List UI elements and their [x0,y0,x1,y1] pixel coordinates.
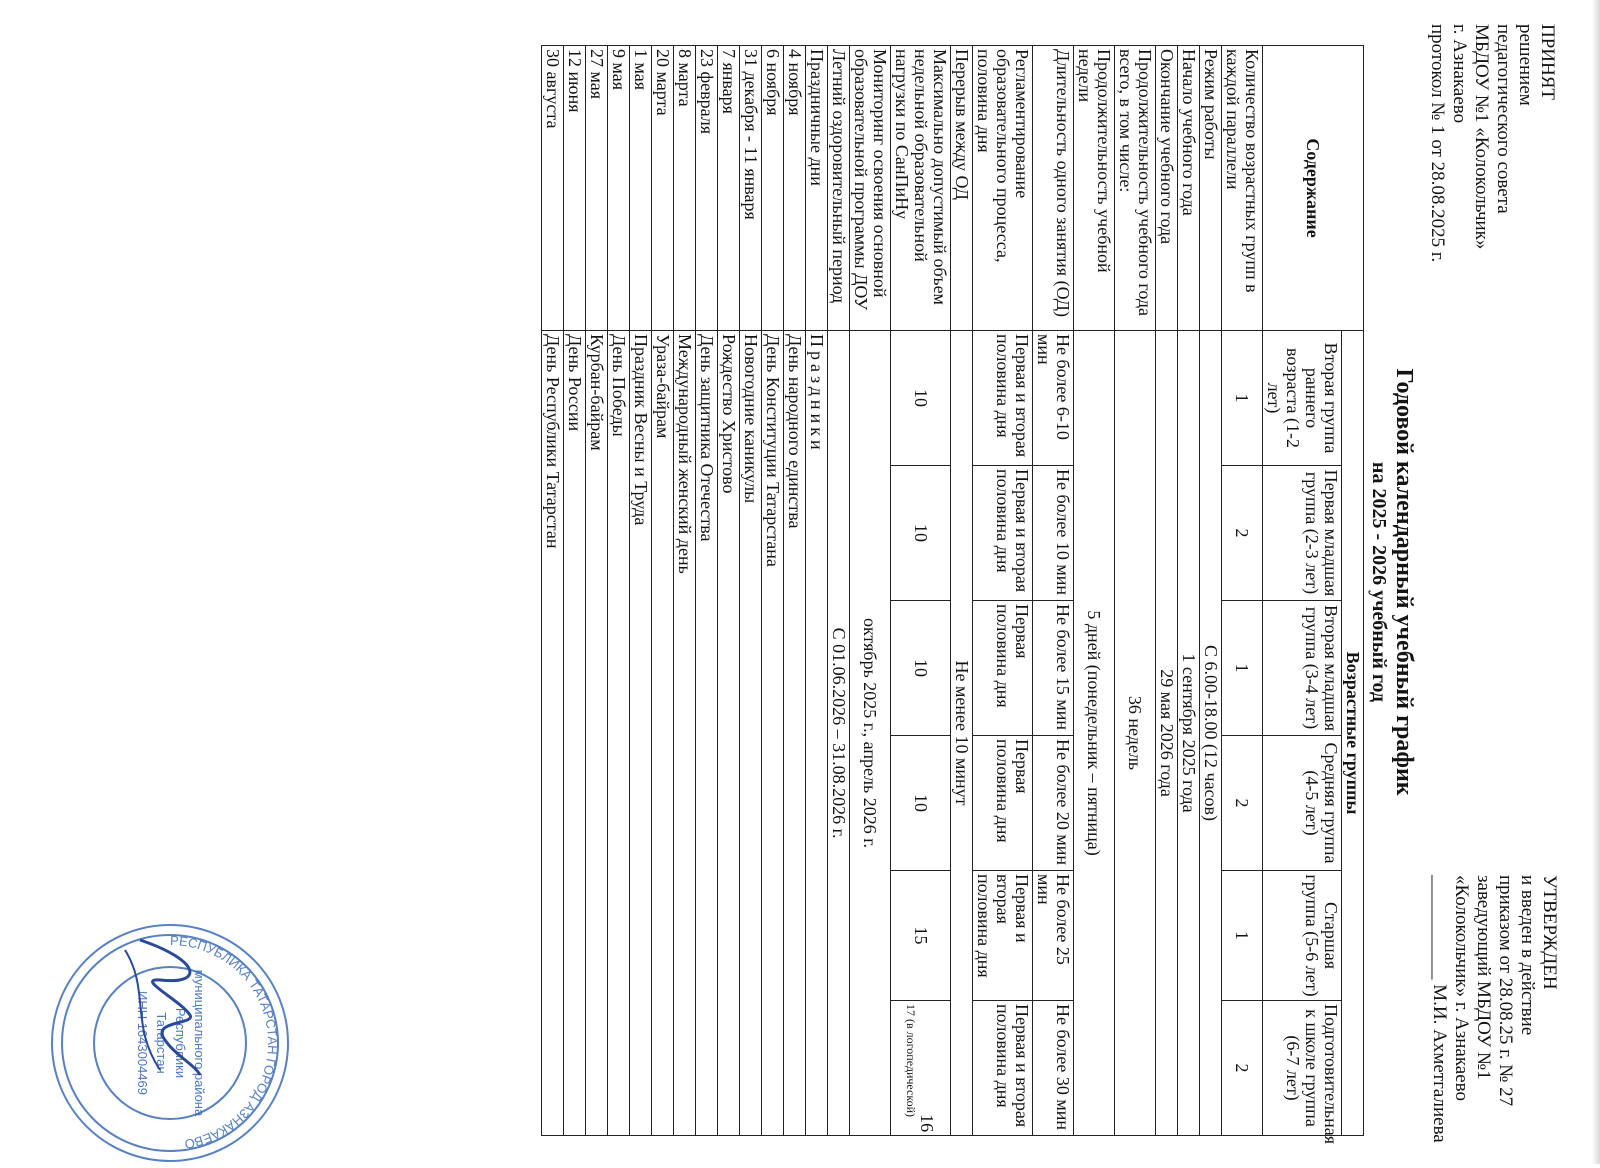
row-label: Регламентирование образовательного процесса, половина дня [973,46,1033,331]
accepted-line: г. Азнакаево [1449,24,1470,124]
approval-block-accepted [1426,24,1558,262]
holiday-date: 20 марта [652,46,674,331]
holiday-date: 1 мая [630,46,652,331]
holiday-row [740,46,762,1136]
holiday-row [608,46,630,1136]
accepted-line: МБДОУ №1 «Колокольчик» [1471,24,1492,250]
accepted-line: протокол № 1 от 28.08.2025 г. [1427,24,1448,263]
group-header: Вторая группа раннего возраста (1-2 лет) [1263,331,1342,466]
holiday-row [564,46,586,1136]
holiday-row [784,46,806,1136]
row-label: Окончание учебного года [1156,46,1178,331]
table-cell: 2 [1222,1001,1263,1136]
table-row [891,46,951,1136]
table-row [1074,46,1115,1136]
holiday-row [586,46,608,1136]
holiday-name: День России [564,331,586,1136]
table-cell: Первая и вторая половина дня [973,331,1033,466]
table-cell: Не более 6-10 мин [1033,331,1074,466]
table-cell: 10 [891,331,951,466]
row-label: Количество возрастных групп в каждой параллели [1222,46,1263,331]
table-row [806,46,828,1136]
holiday-name: Ураза-байрам [652,331,674,1136]
table-row [1033,46,1074,1136]
stamp-outer-text: РЕСПУБЛИКА ТАТАРСТАН ГОРОД АЗНАКАЕВО [169,932,281,1152]
table-cell: Первая и вторая половина дня [973,1001,1033,1136]
table-cell: 1 [1222,331,1263,466]
holiday-date: 27 мая [586,46,608,331]
table-cell: Не более 15 мин [1033,601,1074,736]
table-cell: Не более 30 мин [1033,1001,1074,1136]
holiday-row [762,46,784,1136]
document-subtitle: на 2025 - 2026 учебный год [1368,461,1390,703]
table-cell: Первая половина дня [973,736,1033,871]
holiday-date: 23 февраля [696,46,718,331]
group-header: Первая младшая группа (2-3 лет) [1263,466,1342,601]
group-header: Вторая младшая группа (3-4 лет) [1263,601,1342,736]
table-cell: С 01.06.2026 – 31.08.2026 г. [828,331,850,1136]
approval-block-approved [1428,875,1560,1143]
row-label: Длительность одного занятия (ОД) [1033,46,1074,331]
holiday-row [652,46,674,1136]
holiday-date: 4 ноября [784,46,806,331]
holiday-row [542,46,564,1136]
approved-line: заведующий МБДОУ №1 [1473,875,1494,1080]
holiday-row [674,46,696,1136]
table-cell: 10 [891,601,951,736]
table-cell: 2 [1222,736,1263,871]
table-cell: Первая половина дня [973,601,1033,736]
row-label: Летний оздоровительный период [828,46,850,331]
stamp-center-line: ИНН 1643004469 [135,990,150,1096]
accepted-line: решением [1515,24,1536,106]
table-cell: Не более 10 мин [1033,466,1074,601]
table-cell: 5 дней (понедельник – пятница) [1074,331,1115,1136]
approved-line: и введен в действие [1517,875,1538,1036]
table-cell: 36 недель [1115,331,1156,1136]
stamp-center-line: Республики [173,1007,188,1079]
row-label: Праздничные дни [806,46,828,331]
holiday-name: Курбан-байрам [586,331,608,1136]
table-cell: октябрь 2025 г., апрель 2026 г. [850,331,891,1136]
table-cell: 15 [891,871,951,1001]
holiday-row [696,46,718,1136]
stamp-center-line: Татарстан [154,1012,169,1074]
holiday-date: 12 июня [564,46,586,331]
group-header: Старшая группа (5-6 лет) [1263,871,1342,1001]
table-cell: Не менее 10 минут [951,331,973,1136]
table-cell: 1 сентября 2025 года [1178,331,1200,1136]
approved-line: ___________ М.И. Ахметгалиева [1429,875,1450,1143]
holiday-date: 9 мая [608,46,630,331]
holiday-name: День Республики Татарстан [542,331,564,1136]
column-header-content: Содержание [1263,46,1364,331]
table-row [1178,46,1200,1136]
load-value: 16 [917,1114,938,1133]
row-label: Максимально допустимый объем недельной образовательной нагрузки по СанПиНу [891,46,951,331]
table-row [1222,46,1263,1136]
table-cell: Не более 20 мин [1033,736,1074,871]
table-row [1156,46,1178,1136]
holiday-date: 31 декабря - 11 января [740,46,762,331]
document-title: Годовой календарный учебный график [1391,368,1417,796]
accepted-line: ПРИНЯТ [1537,24,1558,101]
row-label: Перерыв между ОД [951,46,973,331]
schedule-table [541,45,1364,1145]
table-row [850,46,891,1136]
signature-mark [110,930,220,1080]
row-label: Начало учебного года [1178,46,1200,331]
table-cell: 10 [891,736,951,871]
table-cell: Не более 25 мин [1033,871,1074,1001]
holiday-row [718,46,740,1136]
holiday-date: 6 ноября [762,46,784,331]
holiday-name: День Победы [608,331,630,1136]
holiday-name: Новогодние каникулы [740,331,762,1136]
holiday-name: Международный женский день [674,331,696,1136]
approved-line: УТВЕРЖДЕН [1539,875,1560,990]
group-header: Подготовительная к школе группа (6-7 лет) [1263,1001,1342,1136]
holiday-row [630,46,652,1136]
table-cell: 29 мая 2026 года [1156,331,1178,1136]
table-cell: 10 [891,466,951,601]
stamp-center-line: муниципального района [192,969,207,1117]
holiday-name: Праздник Весны и Труда [630,331,652,1136]
accepted-line: педагогического совета [1493,24,1514,214]
row-label: Режим работы [1200,46,1222,331]
table-cell: Первая и вторая половина дня [973,871,1033,1001]
table-cell: Первая и вторая половина дня [973,466,1033,601]
holiday-name: Рождество Христово [718,331,740,1136]
load-note: 17 (в логопедической) [904,1004,919,1118]
holiday-name: День народного единства [784,331,806,1136]
approved-line: «Колокольчик» г. Азнакаево [1451,875,1472,1102]
scan-edge-shadow [1592,0,1600,1164]
row-label: Продолжительность учебного года всего, в том числе: [1115,46,1156,331]
table-row [1115,46,1156,1136]
column-header-groups: Возрастные группы [1342,331,1364,1136]
table-row [973,46,1033,1136]
holiday-date: 7 января [718,46,740,331]
approved-line: приказом от 28.08.25 г. № 27 [1495,875,1516,1107]
table-cell: Праздники [806,331,828,1136]
table-row [1342,46,1364,1136]
holiday-name: День Конституции Татарстана [762,331,784,1136]
table-cell: 2 [1222,466,1263,601]
holiday-name: День защитника Отечества [696,331,718,1136]
table-cell: 1 [1222,601,1263,736]
row-label: Продолжительность учебной недели [1074,46,1115,331]
table-row [951,46,973,1136]
group-header: Средняя группа (4-5 лет) [1263,736,1342,871]
holiday-date: 30 августа [542,46,564,331]
table-cell-load-prep [891,1001,951,1136]
table-row [828,46,850,1136]
table-cell: 1 [1222,871,1263,1001]
table-row [1200,46,1222,1136]
table-cell: С 6.00-18.00 (12 часов) [1200,331,1222,1136]
holiday-date: 8 марта [674,46,696,331]
row-label: Мониторинг освоения основной образовательной программы ДОУ [850,46,891,331]
